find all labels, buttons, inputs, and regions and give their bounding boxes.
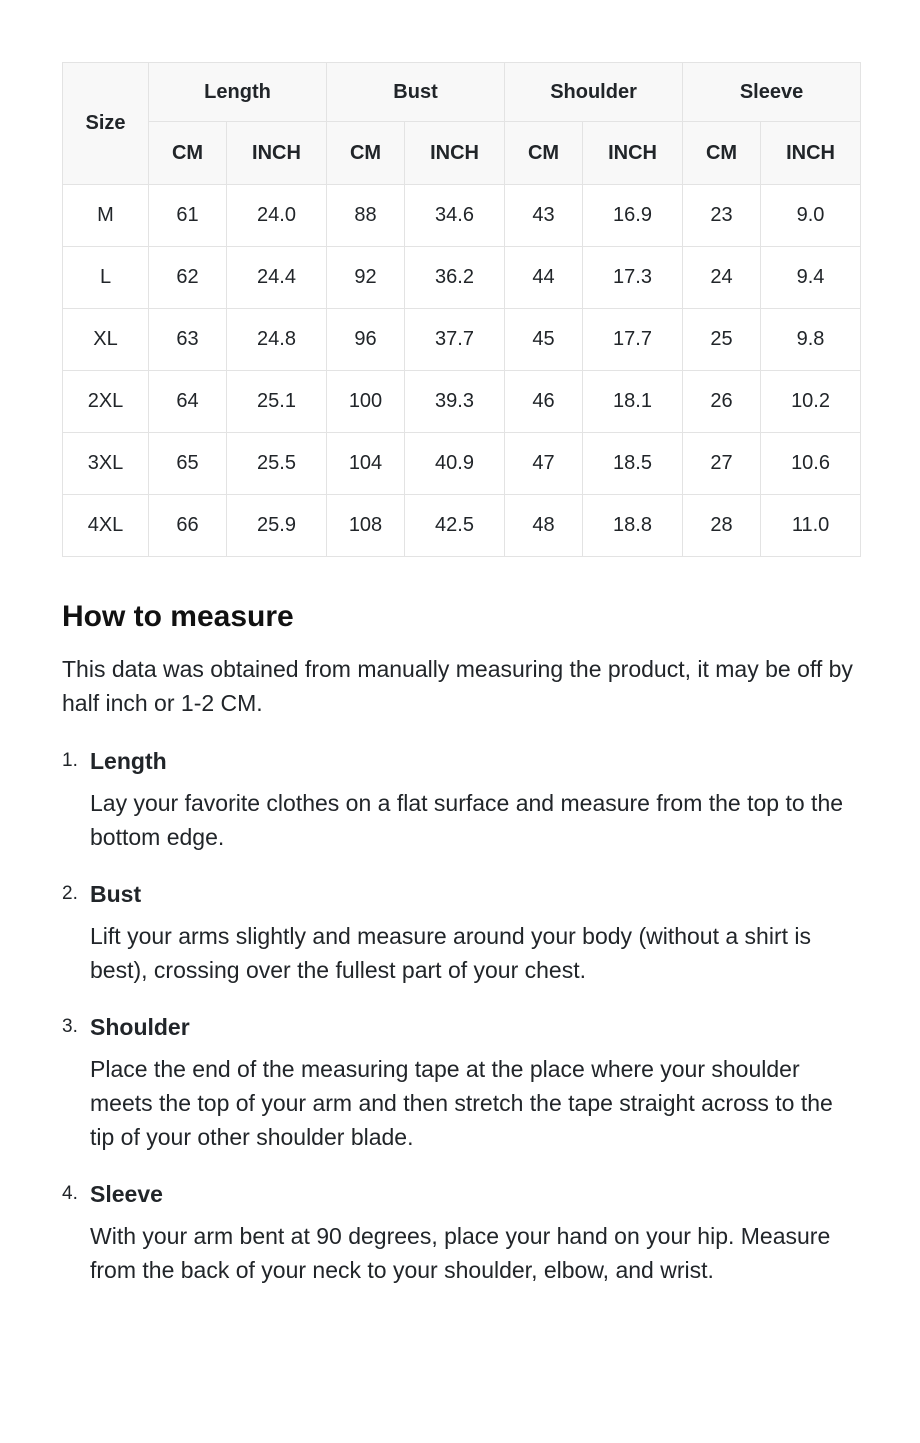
table-cell: 16.9 [583, 185, 683, 247]
table-group-header-row [63, 63, 861, 122]
table-row [63, 185, 861, 247]
table-cell: 24.0 [227, 185, 327, 247]
group-header-length: Length [149, 63, 327, 122]
size-column-header: Size [63, 63, 149, 185]
step-title: Shoulder [90, 1014, 190, 1040]
measure-intro-text: This data was obtained from manually measuring the product, it may be off by half inch or 1-2 CM. [62, 656, 853, 716]
table-cell: 92 [327, 247, 405, 309]
unit-header-inch: INCH [405, 122, 505, 185]
size-label: XL [63, 309, 149, 371]
table-row [63, 433, 861, 495]
measure-steps-list [62, 747, 858, 1287]
table-cell: 25.9 [227, 495, 327, 557]
table-cell: 11.0 [761, 495, 861, 557]
step-title: Bust [90, 881, 142, 907]
table-cell: 64 [149, 371, 227, 433]
size-label: 4XL [63, 495, 149, 557]
measure-step-bust [62, 880, 858, 987]
table-cell: 43 [505, 185, 583, 247]
how-to-measure-heading: How to measure [62, 600, 294, 633]
step-description: Lay your favorite clothes on a flat surface and measure from the top to the bottom edge. [90, 790, 844, 850]
table-row [63, 495, 861, 557]
table-cell: 9.8 [761, 309, 861, 371]
table-cell: 42.5 [405, 495, 505, 557]
table-cell: 17.7 [583, 309, 683, 371]
table-cell: 9.0 [761, 185, 861, 247]
table-cell: 63 [149, 309, 227, 371]
table-row [63, 309, 861, 371]
table-cell: 40.9 [405, 433, 505, 495]
table-cell: 96 [327, 309, 405, 371]
table-cell: 104 [327, 433, 405, 495]
size-label: M [63, 185, 149, 247]
step-number: 2. [62, 883, 78, 904]
table-cell: 10.6 [761, 433, 861, 495]
unit-header-inch: INCH [761, 122, 861, 185]
table-cell: 48 [505, 495, 583, 557]
table-cell: 23 [683, 185, 761, 247]
table-cell: 108 [327, 495, 405, 557]
size-chart-table [62, 62, 861, 557]
table-cell: 24.4 [227, 247, 327, 309]
table-cell: 39.3 [405, 371, 505, 433]
table-cell: 24 [683, 247, 761, 309]
table-unit-header-row [63, 122, 861, 185]
step-description: Place the end of the measuring tape at the place where your shoulder meets the top of your arm and then stretch the tape straight across to the tip of your other shoulder blade. [90, 1056, 833, 1150]
measure-step-sleeve [62, 1180, 858, 1287]
table-cell: 18.5 [583, 433, 683, 495]
table-cell: 46 [505, 371, 583, 433]
group-header-sleeve: Sleeve [683, 63, 861, 122]
unit-header-inch: INCH [227, 122, 327, 185]
step-number: 3. [62, 1016, 78, 1037]
step-number: 4. [62, 1183, 78, 1204]
table-cell: 34.6 [405, 185, 505, 247]
group-header-shoulder: Shoulder [505, 63, 683, 122]
table-cell: 44 [505, 247, 583, 309]
table-cell: 65 [149, 433, 227, 495]
step-number: 1. [62, 750, 78, 771]
table-cell: 28 [683, 495, 761, 557]
size-label: L [63, 247, 149, 309]
group-header-bust: Bust [327, 63, 505, 122]
unit-header-cm: CM [149, 122, 227, 185]
unit-header-cm: CM [327, 122, 405, 185]
table-cell: 27 [683, 433, 761, 495]
table-cell: 36.2 [405, 247, 505, 309]
table-cell: 25.5 [227, 433, 327, 495]
table-cell: 37.7 [405, 309, 505, 371]
size-label: 3XL [63, 433, 149, 495]
measure-step-length [62, 747, 858, 854]
table-cell: 47 [505, 433, 583, 495]
size-label: 2XL [63, 371, 149, 433]
table-cell: 88 [327, 185, 405, 247]
table-cell: 18.1 [583, 371, 683, 433]
table-cell: 62 [149, 247, 227, 309]
table-cell: 18.8 [583, 495, 683, 557]
unit-header-cm: CM [505, 122, 583, 185]
unit-header-inch: INCH [583, 122, 683, 185]
table-cell: 24.8 [227, 309, 327, 371]
step-description: With your arm bent at 90 degrees, place your hand on your hip. Measure from the back of your neck to your shoulder, elbow, and wrist. [90, 1223, 831, 1283]
table-cell: 66 [149, 495, 227, 557]
table-cell: 26 [683, 371, 761, 433]
measure-step-shoulder [62, 1013, 858, 1154]
table-cell: 61 [149, 185, 227, 247]
step-title: Length [90, 748, 167, 774]
table-cell: 45 [505, 309, 583, 371]
table-row [63, 371, 861, 433]
table-cell: 10.2 [761, 371, 861, 433]
step-title: Sleeve [90, 1181, 163, 1207]
table-cell: 100 [327, 371, 405, 433]
unit-header-cm: CM [683, 122, 761, 185]
table-row [63, 247, 861, 309]
table-cell: 9.4 [761, 247, 861, 309]
table-cell: 17.3 [583, 247, 683, 309]
step-description: Lift your arms slightly and measure around your body (without a shirt is best), crossing over the fullest part of your chest. [90, 923, 811, 983]
table-cell: 25 [683, 309, 761, 371]
table-cell: 25.1 [227, 371, 327, 433]
